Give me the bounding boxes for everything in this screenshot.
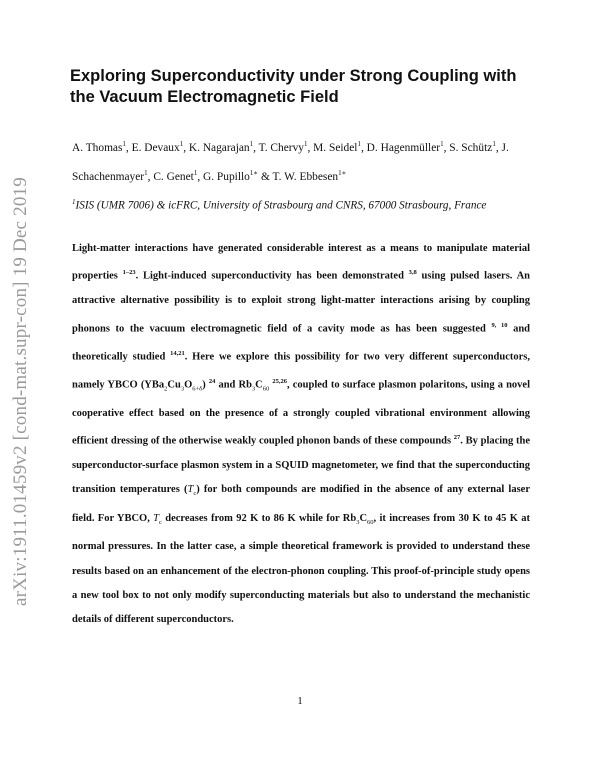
author-affiliation-mark: 1 (303, 140, 308, 148)
author-separator: , (495, 141, 502, 154)
author-name: E. Devaux (131, 141, 180, 154)
abstract: Light-matter interactions have generated considerable interest as a means to manipulate material properties $^{1-23}$. Light-induced superconductivity has been demonstrated $^{3,8}$ using pulsed lasers. An attractive alternative possibility is to exploit strong light-matter interactions arising by coupling phonons to the vacuum electromagnetic field of a cavity mode as has been suggested $^{9, 10}$ and theoretically studied $^{14,21}$. Here we explore this possibility for two very different superconductors, namely YBCO $(YBa_2Cu_3O_{6+\delta})$ $^{24}$ and $Rb_3C_{60}$ $^{25,26}$, coupled to surface plasmon polaritons, using a novel cooperative effect based on the presence of a strongly coupled vibrational environment allowing efficient dressing of the otherwise weakly coupled phonon bands of these compounds $^{27}$. By placing the superconductor-surface plasmon system in a SQUID magnetometer, we find that the superconducting transition temperatures $(T_c)$ for both compounds are modified in the absence of any external laser field. For YBCO, $T_c$ decreases from 92 K to 86 K while for $Rb_3C_{60}$, it increases from 30 K to 45 K at normal pressures. In the latter case, a simple theoretical framework is provided to understand these results based on an enhancement of the electron-phonon coupling. This proof-of-principle study opens a new tool box to not only modify superconducting materials but also to understand the mechanistic details of different superconductors. (72, 243, 531, 626)
author-name: A. Thomas (72, 141, 123, 154)
author-name: S. Schütz (449, 141, 493, 154)
author-separator: , (253, 141, 259, 154)
citation: 14,21 (170, 349, 185, 357)
author-separator: , (443, 141, 450, 154)
author-name: J. Schachenmayer (72, 141, 509, 183)
author-name: K. Nagarajan (188, 141, 250, 154)
page-number: 1 (297, 695, 303, 707)
author-affiliation-mark: 1 (357, 140, 361, 148)
author-separator: , (197, 170, 204, 183)
author-name: M. Seidel (313, 141, 358, 154)
author-affiliation-mark: 1 (179, 140, 184, 148)
author-separator: , (147, 170, 154, 183)
citation: 24 (208, 377, 216, 385)
title-line-2: the Vacuum Electromagnetic Field (70, 88, 339, 106)
author-affiliation-mark: 1∗ (338, 168, 347, 177)
citation: 25,26 (272, 377, 287, 385)
author-affiliation-mark: 1 (144, 168, 148, 177)
author-name: D. Hagenmüller (366, 141, 441, 154)
author-affiliation-mark: 1 (492, 140, 496, 148)
author-separator: , (360, 141, 367, 154)
citation: 3,8 (408, 269, 417, 277)
citation: 27 (453, 433, 461, 441)
citation: 9, 10 (491, 321, 508, 329)
author-list (72, 132, 542, 190)
author-name: C. Genet (153, 170, 194, 183)
affiliation-mark: 1 (72, 198, 76, 206)
author-affiliation-mark: 1 (193, 168, 198, 177)
author-name: G. Pupillo (203, 170, 250, 183)
author-separator: & (258, 170, 273, 183)
author-affiliation-mark: 1∗ (249, 168, 259, 177)
paper-title (70, 66, 540, 108)
arxiv-identifier-stamp[interactable]: arXiv:1911.01459v2 [cond-mat.supr-con] 19 Dec 2019 (10, 177, 31, 606)
author-separator: , (125, 141, 132, 154)
title-line-1: Exploring Superconductivity under Strong Coupling with (70, 67, 517, 85)
affiliation (72, 194, 542, 214)
author-affiliation-mark: 1 (122, 140, 126, 148)
author-separator: , (183, 141, 189, 154)
author-name: T. W. Ebbesen (272, 170, 339, 183)
author-affiliation-mark: 1 (440, 140, 444, 148)
author-name: T. Chervy (258, 141, 304, 154)
author-separator: , (307, 141, 314, 154)
author-affiliation-mark: 1 (249, 140, 254, 148)
affiliation-text: ISIS (UMR 7006) & icFRC, University of Strasbourg and CNRS, 67000 Strasbourg, France (75, 199, 487, 212)
citation: 1–23 (122, 269, 136, 277)
